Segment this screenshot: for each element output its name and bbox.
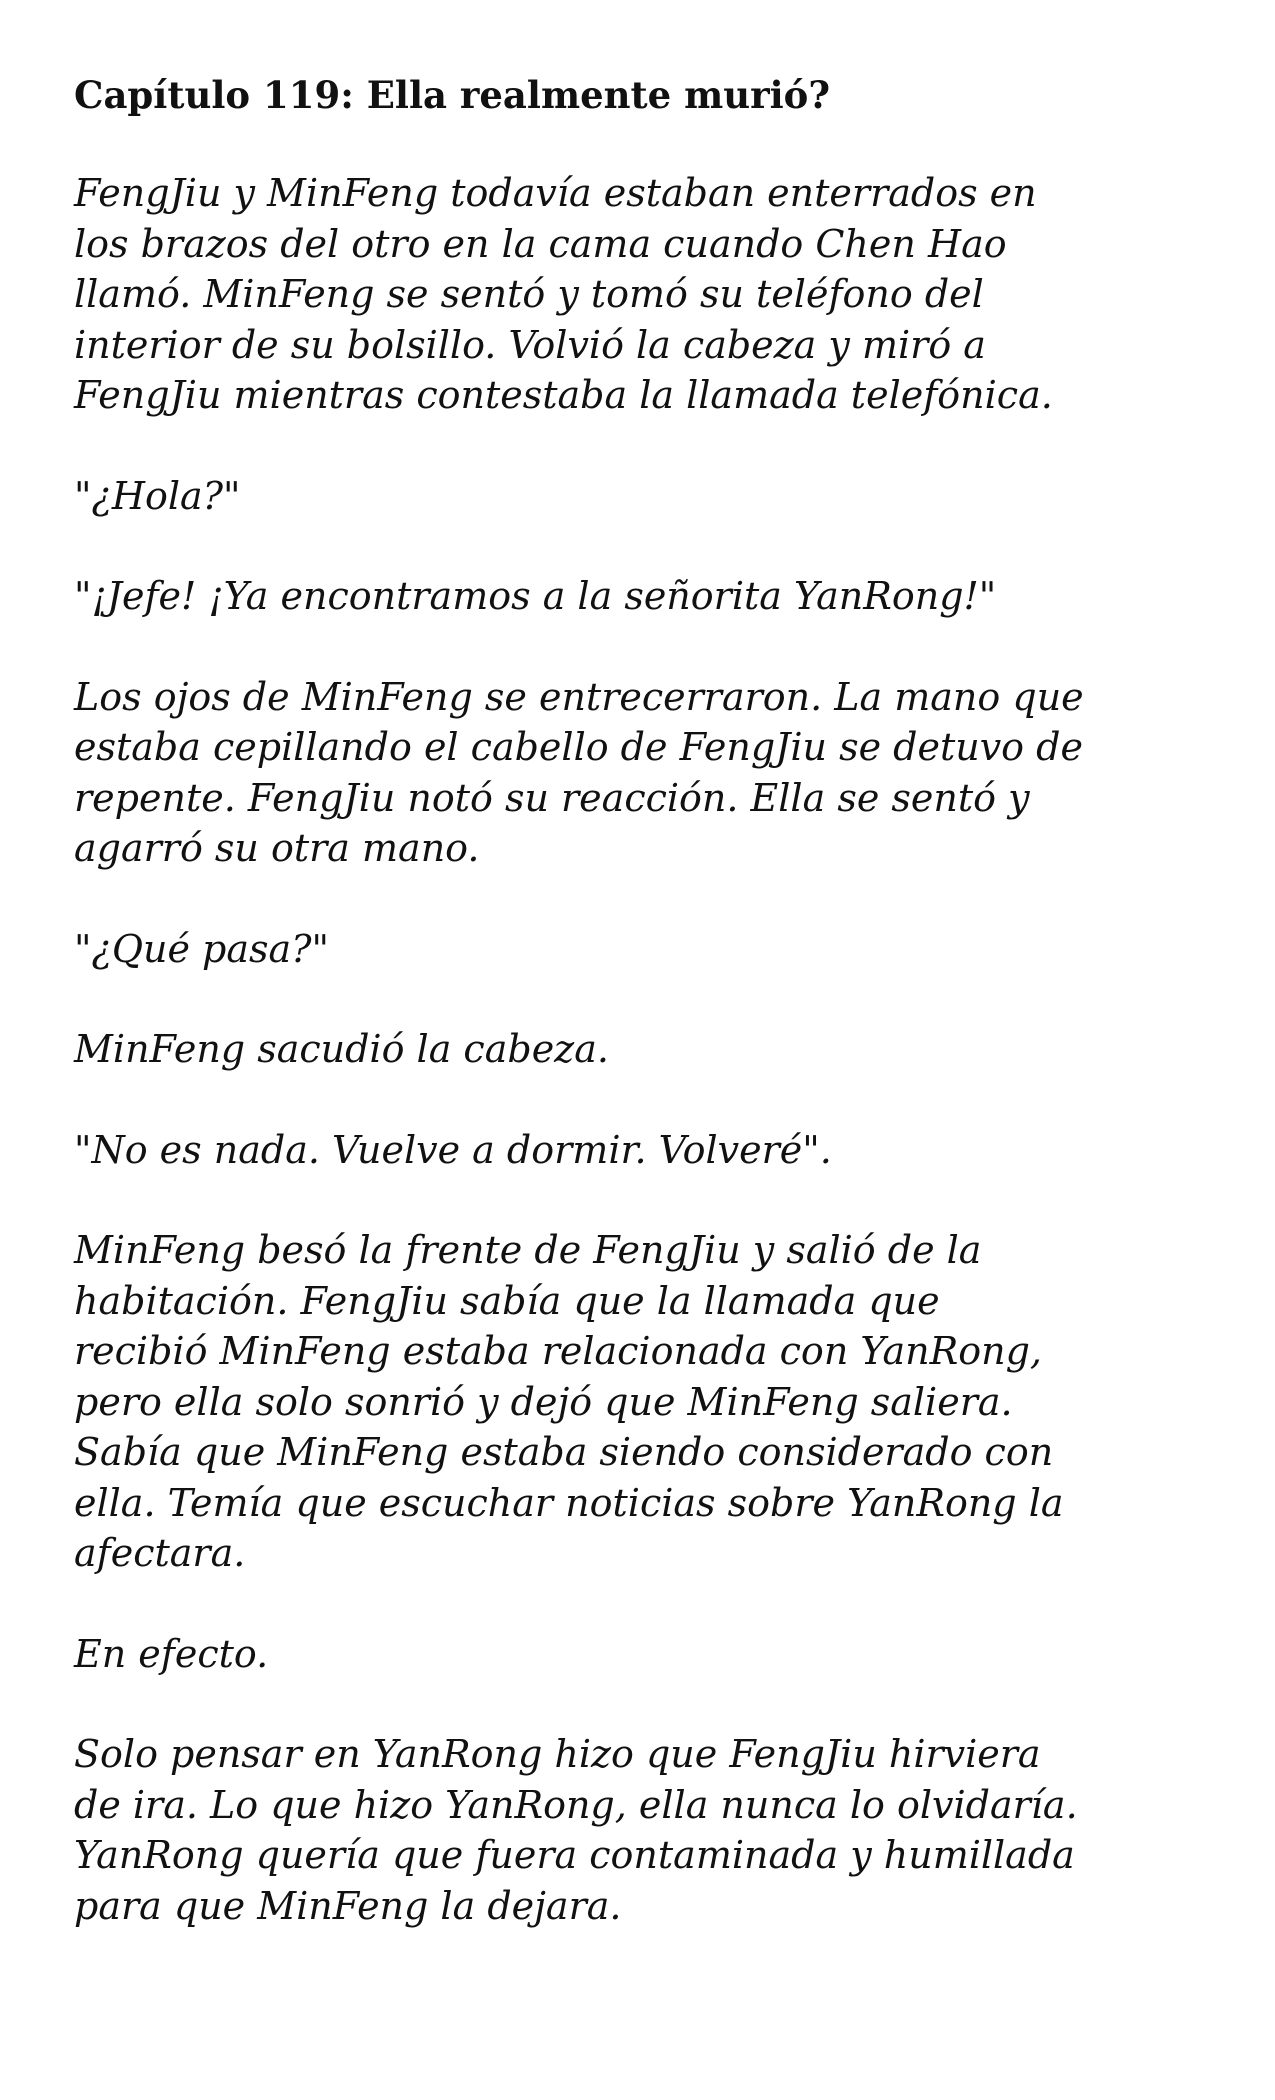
text-line: Los ojos de MinFeng se entrecerraron. La mano que	[74, 674, 1084, 719]
paragraph-dialogue	[74, 571, 1224, 622]
paragraph-narration	[74, 1729, 1224, 1931]
text-line: interior de su bolsillo. Volvió la cabeza y miró a	[74, 322, 986, 367]
text-line: FengJiu y MinFeng todavía estaban enterrados en	[74, 171, 1037, 215]
chapter-body	[74, 168, 1224, 1931]
text-line: repente. FengJiu notó su reacción. Ella se sentó y	[74, 775, 1030, 820]
text-line: "¿Qué pasa?"	[74, 926, 330, 971]
document-page	[74, 70, 1224, 1981]
text-line: estaba cepillando el cabello de FengJiu se detuvo de	[74, 725, 1083, 769]
text-line: recibió MinFeng estaba relacionada con YanRong,	[74, 1329, 1042, 1373]
text-line: pero ella solo sonrió y dejó que MinFeng saliera.	[74, 1379, 1013, 1424]
paragraph-dialogue	[74, 924, 1224, 975]
text-line: agarró su otra mano.	[74, 826, 480, 870]
text-line: "¿Hola?"	[74, 473, 241, 518]
text-line: ella. Temía que escuchar noticias sobre YanRong la	[74, 1480, 1064, 1525]
text-line: "No es nada. Vuelve a dormir. Volveré".	[74, 1127, 832, 1172]
text-line: los brazos del otro en la cama cuando Chen Hao	[74, 221, 1007, 266]
text-line: Solo pensar en YanRong hizo que FengJiu hirviera	[74, 1732, 1041, 1776]
paragraph-narration	[74, 1225, 1224, 1579]
text-line: para que MinFeng la dejara.	[74, 1883, 622, 1928]
text-line: "¡Jefe! ¡Ya encontramos a la señorita YanRong!"	[74, 574, 997, 618]
text-line: FengJiu mientras contestaba la llamada telefónica.	[74, 373, 1053, 417]
paragraph-narration	[74, 168, 1224, 421]
paragraph-dialogue	[74, 1125, 1224, 1176]
paragraph-dialogue	[74, 471, 1224, 522]
text-line: afectara.	[74, 1531, 246, 1575]
text-line: llamó. MinFeng se sentó y tomó su teléfono del	[74, 272, 984, 316]
text-line: de ira. Lo que hizo YanRong, ella nunca lo olvidaría.	[74, 1782, 1078, 1827]
text-line: YanRong quería que fuera contaminada y humillada	[74, 1833, 1075, 1877]
text-line: Sabía que MinFeng estaba siendo considerado con	[74, 1430, 1054, 1474]
paragraph-narration	[74, 1629, 1224, 1680]
text-line: En efecto.	[74, 1631, 269, 1676]
chapter-title: Capítulo 119: Ella realmente murió?	[74, 73, 831, 117]
paragraph-narration	[74, 672, 1224, 874]
paragraph-narration	[74, 1024, 1224, 1075]
text-line: MinFeng sacudió la cabeza.	[74, 1027, 609, 1071]
text-line: MinFeng besó la frente de FengJiu y salió de la	[74, 1228, 982, 1272]
text-line: habitación. FengJiu sabía que la llamada que	[74, 1278, 940, 1323]
